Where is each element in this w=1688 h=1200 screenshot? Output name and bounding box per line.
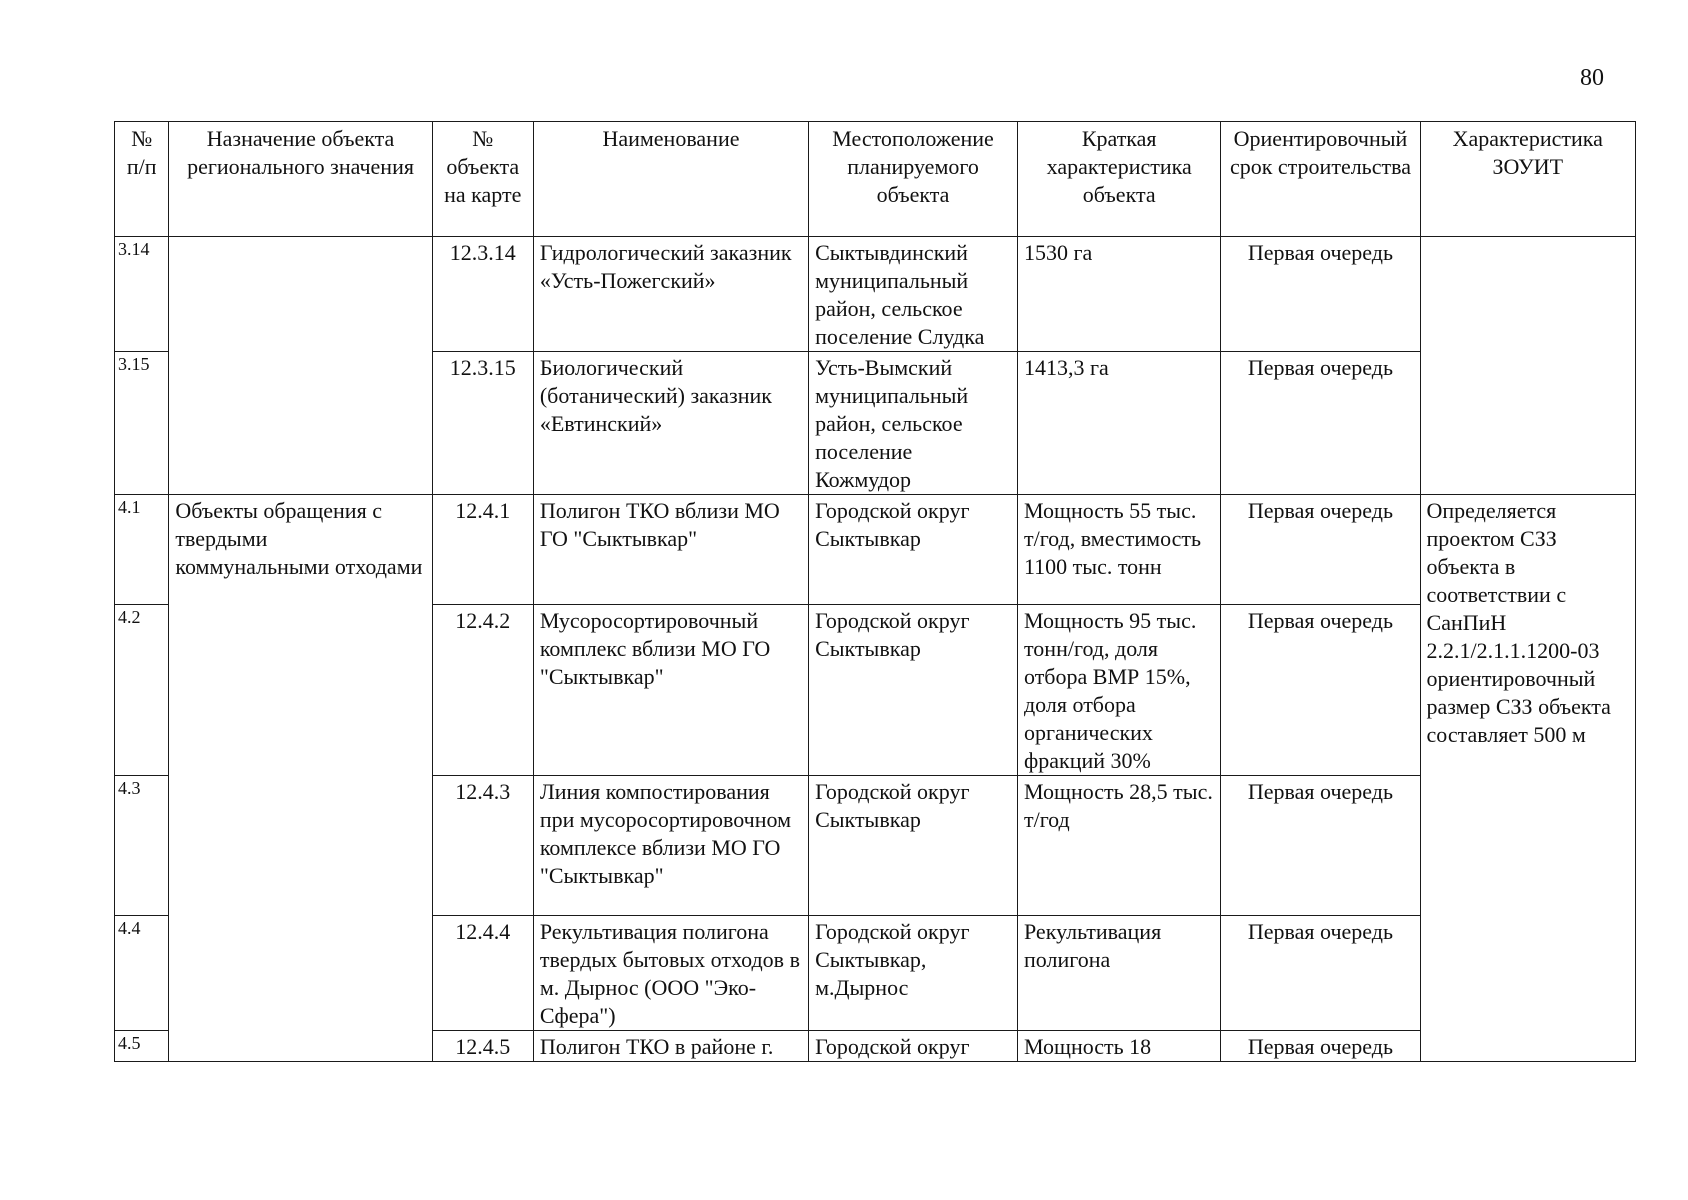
cell-location: Усть-Вымский муниципальный район, сельское поселение Кожмудор	[809, 352, 1018, 495]
cell-num: 4.1	[115, 495, 169, 605]
table-header-row	[115, 122, 1636, 237]
cell-map-no: 12.4.1	[432, 495, 533, 605]
cell-brief: Мощность 55 тыс. т/год, вместимость 1100 тыс. тонн	[1017, 495, 1220, 605]
cell-zouit	[1420, 237, 1635, 495]
cell-term: Первая очередь	[1221, 605, 1420, 776]
cell-location: Городской округ Сыктывкар	[809, 605, 1018, 776]
cell-location: Городской округ Сыктывкар, м.Дырнос	[809, 916, 1018, 1031]
header-purpose: Назначение объекта регионального значения	[169, 122, 432, 237]
cell-name: Рекультивация полигона твердых бытовых отходов в м. Дырнос (ООО "Эко-Сфера")	[533, 916, 808, 1031]
cell-name: Полигон ТКО вблизи МО ГО "Сыктывкар"	[533, 495, 808, 605]
cell-name: Гидрологический заказник «Усть-Пожегский»	[533, 237, 808, 352]
cell-map-no: 12.4.2	[432, 605, 533, 776]
cell-num: 3.14	[115, 237, 169, 352]
cell-location: Городской округ Сыктывкар	[809, 776, 1018, 916]
cell-location: Городской округ Сыктывкар	[809, 495, 1018, 605]
page-number: 80	[1580, 65, 1604, 91]
table-row	[115, 237, 1636, 352]
cell-location: Городской округ	[809, 1031, 1018, 1062]
cell-name: Мусоросортировочный комплекс вблизи МО ГО "Сыктывкар"	[533, 605, 808, 776]
cell-map-no: 12.4.3	[432, 776, 533, 916]
cell-zouit-waste-group: Определяется проектом СЗЗ объекта в соответствии с СанПиН 2.2.1/2.1.1.1200-03 ориентировочный размер СЗЗ объекта составляет 500 м	[1420, 495, 1635, 1062]
cell-num: 4.3	[115, 776, 169, 916]
cell-brief: 1530 га	[1017, 237, 1220, 352]
cell-map-no: 12.3.15	[432, 352, 533, 495]
cell-brief: Рекультивация полигона	[1017, 916, 1220, 1031]
table-row	[115, 495, 1636, 605]
cell-term: Первая очередь	[1221, 352, 1420, 495]
cell-name: Линия компостирования при мусоросортировочном комплексе вблизи МО ГО "Сыктывкар"	[533, 776, 808, 916]
cell-term: Первая очередь	[1221, 495, 1420, 605]
cell-brief: 1413,3 га	[1017, 352, 1220, 495]
cell-term: Первая очередь	[1221, 776, 1420, 916]
cell-num: 4.2	[115, 605, 169, 776]
cell-map-no: 12.4.4	[432, 916, 533, 1031]
header-name: Наименование	[533, 122, 808, 237]
regional-objects-table	[114, 121, 1636, 1062]
header-term: Ориентировочный срок строительства	[1221, 122, 1420, 237]
cell-purpose-waste-group: Объекты обращения с твердыми коммунальными отходами	[169, 495, 432, 1062]
cell-term: Первая очередь	[1221, 237, 1420, 352]
cell-name: Биологический (ботанический) заказник «Евтинский»	[533, 352, 808, 495]
cell-num: 3.15	[115, 352, 169, 495]
header-location: Местоположение планируемого объекта	[809, 122, 1018, 237]
cell-term: Первая очередь	[1221, 1031, 1420, 1062]
header-zouit: Характеристика ЗОУИТ	[1420, 122, 1635, 237]
cell-brief: Мощность 95 тыс. тонн/год, доля отбора ВМР 15%, доля отбора органических фракций 30%	[1017, 605, 1220, 776]
cell-location: Сыктывдинский муниципальный район, сельское поселение Слудка	[809, 237, 1018, 352]
cell-brief: Мощность 28,5 тыс. т/год	[1017, 776, 1220, 916]
cell-num: 4.4	[115, 916, 169, 1031]
cell-name: Полигон ТКО в районе г.	[533, 1031, 808, 1062]
header-map-no: № объекта на карте	[432, 122, 533, 237]
header-brief: Краткая характеристика объекта	[1017, 122, 1220, 237]
cell-brief: Мощность 18	[1017, 1031, 1220, 1062]
cell-term: Первая очередь	[1221, 916, 1420, 1031]
header-num: № п/п	[115, 122, 169, 237]
cell-map-no: 12.4.5	[432, 1031, 533, 1062]
cell-purpose	[169, 237, 432, 495]
cell-num: 4.5	[115, 1031, 169, 1062]
cell-map-no: 12.3.14	[432, 237, 533, 352]
